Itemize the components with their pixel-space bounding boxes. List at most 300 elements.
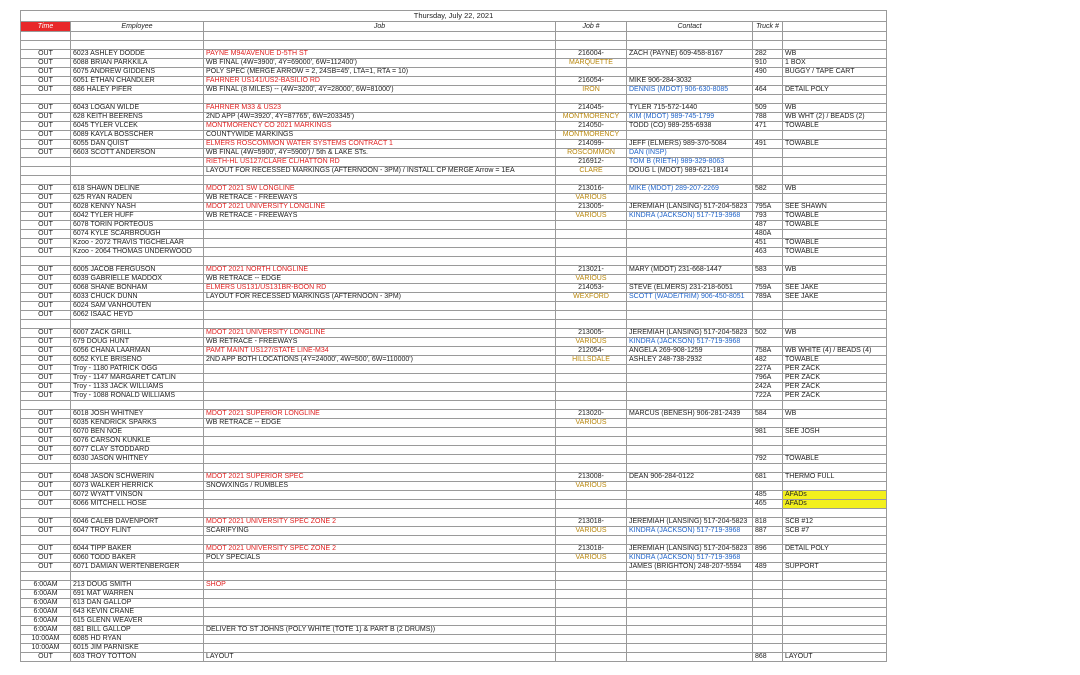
table-row bbox=[21, 392, 887, 401]
contact-cell: KINDRA (JACKSON) 517-719-3968 bbox=[627, 338, 753, 347]
employee-cell: 6047 TROY FLINT bbox=[71, 527, 204, 536]
notes-cell: TOWABLE bbox=[783, 248, 887, 257]
job-cell bbox=[204, 509, 556, 518]
job-cell: WB RETRACE -- EDGE bbox=[204, 419, 556, 428]
truck-cell bbox=[753, 419, 783, 428]
truck-cell bbox=[753, 509, 783, 518]
contact-cell bbox=[627, 590, 753, 599]
job-cell bbox=[204, 446, 556, 455]
truck-cell bbox=[753, 302, 783, 311]
contact-cell: JEREMIAH (LANSING) 517-204-5823 bbox=[627, 518, 753, 527]
notes-cell bbox=[783, 644, 887, 653]
table-row bbox=[21, 194, 887, 203]
time-cell bbox=[21, 176, 71, 185]
contact-cell bbox=[627, 383, 753, 392]
table-row bbox=[21, 158, 887, 167]
table-row bbox=[21, 86, 887, 95]
time-cell bbox=[21, 167, 71, 176]
employee-cell: 686 HALEY PIFER bbox=[71, 86, 204, 95]
truck-cell: 451 bbox=[753, 239, 783, 248]
notes-cell: WB bbox=[783, 185, 887, 194]
table-row bbox=[21, 446, 887, 455]
time-cell: 6:00AM bbox=[21, 581, 71, 590]
time-cell: OUT bbox=[21, 446, 71, 455]
job-cell: LAYOUT FOR RECESSED MARKINGS (AFTERNOON - 3PM) / INSTALL CP MERGE Arrow = 1EA bbox=[204, 167, 556, 176]
job-cell bbox=[204, 374, 556, 383]
employee-cell: 6023 ASHLEY DODDE bbox=[71, 50, 204, 59]
employee-cell: 6060 TODD BAKER bbox=[71, 554, 204, 563]
job-number-cell bbox=[556, 401, 627, 410]
contact-cell bbox=[627, 428, 753, 437]
time-cell: OUT bbox=[21, 203, 71, 212]
time-cell: OUT bbox=[21, 185, 71, 194]
employee-cell: 6015 JIM PARNISKE bbox=[71, 644, 204, 653]
contact-cell: DENNIS (MDOT) 906-630-8085 bbox=[627, 86, 753, 95]
notes-cell bbox=[783, 320, 887, 329]
table-row bbox=[21, 140, 887, 149]
truck-cell bbox=[753, 149, 783, 158]
contact-cell bbox=[627, 257, 753, 266]
job-number-cell bbox=[556, 536, 627, 545]
time-cell bbox=[21, 257, 71, 266]
job-cell: MDOT 2021 UNIVERSITY LONGLINE bbox=[204, 329, 556, 338]
job-cell bbox=[204, 455, 556, 464]
employee-cell bbox=[71, 572, 204, 581]
job-number-cell: 213016- bbox=[556, 185, 627, 194]
job-cell: ELMERS ROSCOMMON WATER SYSTEMS CONTRACT 1 bbox=[204, 140, 556, 149]
table-row bbox=[21, 410, 887, 419]
time-cell: OUT bbox=[21, 437, 71, 446]
truck-cell bbox=[753, 617, 783, 626]
employee-cell bbox=[71, 167, 204, 176]
truck-cell bbox=[753, 167, 783, 176]
job-cell bbox=[204, 401, 556, 410]
job-number-cell: 213008- bbox=[556, 473, 627, 482]
notes-cell bbox=[783, 230, 887, 239]
job-cell: MDOT 2021 NORTH LONGLINE bbox=[204, 266, 556, 275]
table-row bbox=[21, 293, 887, 302]
truck-cell bbox=[753, 131, 783, 140]
notes-cell: 1 BOX bbox=[783, 59, 887, 68]
notes-cell: AFADs bbox=[783, 500, 887, 509]
time-cell: 6:00AM bbox=[21, 608, 71, 617]
job-cell bbox=[204, 428, 556, 437]
contact-cell bbox=[627, 446, 753, 455]
table-row bbox=[21, 356, 887, 365]
notes-cell bbox=[783, 131, 887, 140]
notes-cell: WB bbox=[783, 266, 887, 275]
job-number-cell: VARIOUS bbox=[556, 554, 627, 563]
table-row bbox=[21, 248, 887, 257]
job-number-cell: MARQUETTE bbox=[556, 59, 627, 68]
contact-cell: JAMES (BRIGHTON) 248-207-5594 bbox=[627, 563, 753, 572]
contact-cell bbox=[627, 401, 753, 410]
job-number-cell: 214099- bbox=[556, 140, 627, 149]
employee-cell bbox=[71, 176, 204, 185]
employee-cell bbox=[71, 509, 204, 518]
notes-cell: TOWABLE bbox=[783, 140, 887, 149]
job-cell: MDOT 2021 UNIVERSITY LONGLINE bbox=[204, 203, 556, 212]
employee-cell: 6046 CALEB DAVENPORT bbox=[71, 518, 204, 527]
time-cell: OUT bbox=[21, 293, 71, 302]
notes-cell bbox=[783, 194, 887, 203]
employee-cell: 6048 JASON SCHWERIN bbox=[71, 473, 204, 482]
time-cell: OUT bbox=[21, 365, 71, 374]
job-cell bbox=[204, 320, 556, 329]
table-row bbox=[21, 653, 887, 662]
employee-cell: 618 SHAWN DELINE bbox=[71, 185, 204, 194]
truck-cell: 463 bbox=[753, 248, 783, 257]
job-number-cell bbox=[556, 590, 627, 599]
notes-cell bbox=[783, 554, 887, 563]
contact-cell bbox=[627, 464, 753, 473]
employee-cell: 6062 ISAAC HEYD bbox=[71, 311, 204, 320]
time-cell: OUT bbox=[21, 554, 71, 563]
notes-cell: AFADs bbox=[783, 491, 887, 500]
truck-cell bbox=[753, 311, 783, 320]
job-number-cell bbox=[556, 437, 627, 446]
job-cell: LAYOUT FOR RECESSED MARKINGS (AFTERNOON - 3PM) bbox=[204, 293, 556, 302]
table-row bbox=[21, 554, 887, 563]
employee-cell: 6035 KENDRICK SPARKS bbox=[71, 419, 204, 428]
truck-cell: 793 bbox=[753, 212, 783, 221]
truck-cell bbox=[753, 77, 783, 86]
notes-cell bbox=[783, 167, 887, 176]
contact-cell bbox=[627, 221, 753, 230]
time-cell: 6:00AM bbox=[21, 599, 71, 608]
time-cell: OUT bbox=[21, 500, 71, 509]
employee-cell bbox=[71, 32, 204, 41]
table-row bbox=[21, 68, 887, 77]
contact-cell bbox=[627, 635, 753, 644]
employee-cell bbox=[71, 41, 204, 50]
job-number-cell bbox=[556, 446, 627, 455]
notes-cell bbox=[783, 599, 887, 608]
contact-cell bbox=[627, 320, 753, 329]
job-number-cell bbox=[556, 383, 627, 392]
table-row bbox=[21, 104, 887, 113]
time-cell bbox=[21, 464, 71, 473]
table-row bbox=[21, 527, 887, 536]
job-number-cell bbox=[556, 32, 627, 41]
truck-cell: 681 bbox=[753, 473, 783, 482]
header-contact: Contact bbox=[627, 22, 753, 32]
table-row bbox=[21, 347, 887, 356]
table-row bbox=[21, 545, 887, 554]
table-row bbox=[21, 266, 887, 275]
job-number-cell bbox=[556, 644, 627, 653]
employee-cell: 6007 ZACK GRILL bbox=[71, 329, 204, 338]
time-cell: OUT bbox=[21, 545, 71, 554]
notes-cell bbox=[783, 437, 887, 446]
truck-cell bbox=[753, 320, 783, 329]
truck-cell bbox=[753, 608, 783, 617]
job-cell bbox=[204, 464, 556, 473]
time-cell: OUT bbox=[21, 230, 71, 239]
truck-cell bbox=[753, 437, 783, 446]
table-row bbox=[21, 617, 887, 626]
job-cell: POLY SPEC (MERGE ARROW = 2, 24SB=45', LTA=1, RTA = 10) bbox=[204, 68, 556, 77]
job-cell: MDOT 2021 SW LONGLINE bbox=[204, 185, 556, 194]
time-cell: OUT bbox=[21, 410, 71, 419]
job-cell bbox=[204, 491, 556, 500]
header-notes bbox=[783, 22, 887, 32]
table-row bbox=[21, 77, 887, 86]
employee-cell: 6043 LOGAN WILDE bbox=[71, 104, 204, 113]
contact-cell bbox=[627, 572, 753, 581]
time-cell: OUT bbox=[21, 104, 71, 113]
employee-cell: 6070 BEN NOE bbox=[71, 428, 204, 437]
table-row bbox=[21, 32, 887, 41]
job-cell bbox=[204, 383, 556, 392]
time-cell: OUT bbox=[21, 356, 71, 365]
job-cell: ELMERS US131/US131BR-BOON RD bbox=[204, 284, 556, 293]
job-number-cell: VARIOUS bbox=[556, 419, 627, 428]
notes-cell: TOWABLE bbox=[783, 356, 887, 365]
truck-cell: 485 bbox=[753, 491, 783, 500]
table-row bbox=[21, 185, 887, 194]
job-cell bbox=[204, 176, 556, 185]
notes-cell: THERMO FULL bbox=[783, 473, 887, 482]
schedule-sheet bbox=[20, 10, 886, 662]
time-cell: OUT bbox=[21, 428, 71, 437]
employee-cell: 6044 TIPP BAKER bbox=[71, 545, 204, 554]
job-number-cell bbox=[556, 221, 627, 230]
employee-cell: Troy - 1147 MARGARET CATLIN bbox=[71, 374, 204, 383]
contact-cell bbox=[627, 32, 753, 41]
table-row bbox=[21, 221, 887, 230]
notes-cell bbox=[783, 482, 887, 491]
table-row bbox=[21, 509, 887, 518]
time-cell: OUT bbox=[21, 311, 71, 320]
contact-cell bbox=[627, 68, 753, 77]
time-cell: OUT bbox=[21, 131, 71, 140]
time-cell: OUT bbox=[21, 221, 71, 230]
time-cell bbox=[21, 95, 71, 104]
contact-cell: DAN (INSP) bbox=[627, 149, 753, 158]
truck-cell bbox=[753, 536, 783, 545]
truck-cell: 981 bbox=[753, 428, 783, 437]
time-cell bbox=[21, 509, 71, 518]
contact-cell bbox=[627, 653, 753, 662]
job-number-cell bbox=[556, 248, 627, 257]
time-cell: OUT bbox=[21, 212, 71, 221]
employee-cell: 6045 TYLER VLCEK bbox=[71, 122, 204, 131]
employee-cell bbox=[71, 320, 204, 329]
job-cell bbox=[204, 230, 556, 239]
job-number-cell: 214045- bbox=[556, 104, 627, 113]
notes-cell: PER ZACK bbox=[783, 365, 887, 374]
notes-cell bbox=[783, 257, 887, 266]
job-cell bbox=[204, 563, 556, 572]
table-row bbox=[21, 599, 887, 608]
job-cell bbox=[204, 32, 556, 41]
contact-cell bbox=[627, 491, 753, 500]
table-row bbox=[21, 284, 887, 293]
truck-cell: 465 bbox=[753, 500, 783, 509]
truck-cell: 795A bbox=[753, 203, 783, 212]
job-cell bbox=[204, 572, 556, 581]
contact-cell bbox=[627, 194, 753, 203]
header-job-number: Job # bbox=[556, 22, 627, 32]
notes-cell: SEE JAKE bbox=[783, 293, 887, 302]
contact-cell: JEREMIAH (LANSING) 517-204-5823 bbox=[627, 203, 753, 212]
job-cell: FAHRNER US141/US2-BASILIO RD bbox=[204, 77, 556, 86]
time-cell: OUT bbox=[21, 50, 71, 59]
time-cell: 10:00AM bbox=[21, 644, 71, 653]
job-number-cell: 213005- bbox=[556, 203, 627, 212]
truck-cell bbox=[753, 464, 783, 473]
contact-cell bbox=[627, 275, 753, 284]
job-cell: MDOT 2021 SUPERIOR SPEC bbox=[204, 473, 556, 482]
job-cell: RIETH-HL US127/CLARE CL/HATTON RD bbox=[204, 158, 556, 167]
table-row bbox=[21, 212, 887, 221]
employee-cell: 6005 JACOB FERGUSON bbox=[71, 266, 204, 275]
table-row bbox=[21, 95, 887, 104]
truck-cell bbox=[753, 554, 783, 563]
table-row bbox=[21, 275, 887, 284]
contact-cell: MARY (MDOT) 231-668-1447 bbox=[627, 266, 753, 275]
contact-cell bbox=[627, 374, 753, 383]
job-cell: COUNTYWIDE MARKINGS bbox=[204, 131, 556, 140]
job-number-cell bbox=[556, 428, 627, 437]
table-row bbox=[21, 473, 887, 482]
job-cell: SCARIFYING bbox=[204, 527, 556, 536]
time-cell: OUT bbox=[21, 392, 71, 401]
employee-cell: 6077 CLAY STODDARD bbox=[71, 446, 204, 455]
job-cell bbox=[204, 536, 556, 545]
job-number-cell bbox=[556, 374, 627, 383]
notes-cell: SUPPORT bbox=[783, 563, 887, 572]
truck-cell: 482 bbox=[753, 356, 783, 365]
truck-cell: 789A bbox=[753, 293, 783, 302]
job-number-cell: MONTMORENCY bbox=[556, 113, 627, 122]
job-number-cell bbox=[556, 239, 627, 248]
job-number-cell bbox=[556, 257, 627, 266]
time-cell: OUT bbox=[21, 302, 71, 311]
truck-cell: 490 bbox=[753, 68, 783, 77]
job-number-cell: 216912- bbox=[556, 158, 627, 167]
time-cell: OUT bbox=[21, 140, 71, 149]
employee-cell: 6055 DAN QUIST bbox=[71, 140, 204, 149]
time-cell: OUT bbox=[21, 149, 71, 158]
contact-cell bbox=[627, 482, 753, 491]
notes-cell bbox=[783, 590, 887, 599]
table-row bbox=[21, 644, 887, 653]
notes-cell: LAYOUT bbox=[783, 653, 887, 662]
table-row bbox=[21, 122, 887, 131]
table-row bbox=[21, 311, 887, 320]
job-number-cell: VARIOUS bbox=[556, 275, 627, 284]
table-row bbox=[21, 50, 887, 59]
notes-cell: WB bbox=[783, 410, 887, 419]
job-number-cell bbox=[556, 653, 627, 662]
notes-cell bbox=[783, 446, 887, 455]
notes-cell: PER ZACK bbox=[783, 392, 887, 401]
truck-cell: 818 bbox=[753, 518, 783, 527]
job-cell bbox=[204, 365, 556, 374]
job-number-cell: IRON bbox=[556, 86, 627, 95]
truck-cell bbox=[753, 338, 783, 347]
truck-cell: 584 bbox=[753, 410, 783, 419]
contact-cell bbox=[627, 644, 753, 653]
table-row bbox=[21, 518, 887, 527]
truck-cell: 896 bbox=[753, 545, 783, 554]
time-cell: 6:00AM bbox=[21, 590, 71, 599]
employee-cell: 6078 TORIN PORTEOUS bbox=[71, 221, 204, 230]
job-number-cell: 213005- bbox=[556, 329, 627, 338]
job-number-cell: VARIOUS bbox=[556, 212, 627, 221]
employee-cell: 6085 HD RYAN bbox=[71, 635, 204, 644]
contact-cell bbox=[627, 131, 753, 140]
truck-cell bbox=[753, 581, 783, 590]
time-cell bbox=[21, 536, 71, 545]
time-cell: OUT bbox=[21, 239, 71, 248]
time-cell: OUT bbox=[21, 491, 71, 500]
job-cell: DELIVER TO ST JOHNS (POLY WHITE (TOTE 1) & PART B (2 DRUMS)) bbox=[204, 626, 556, 635]
employee-cell: 643 KEVIN CRANE bbox=[71, 608, 204, 617]
contact-cell: JEREMIAH (LANSING) 517-204-5823 bbox=[627, 329, 753, 338]
truck-cell: 242A bbox=[753, 383, 783, 392]
notes-cell: TOWABLE bbox=[783, 122, 887, 131]
contact-cell bbox=[627, 608, 753, 617]
job-cell bbox=[204, 635, 556, 644]
notes-cell bbox=[783, 509, 887, 518]
contact-cell: TYLER 715-572-1440 bbox=[627, 104, 753, 113]
job-number-cell: 214050- bbox=[556, 122, 627, 131]
contact-cell bbox=[627, 176, 753, 185]
job-number-cell bbox=[556, 365, 627, 374]
contact-cell: STEVE (ELMERS) 231-218-6051 bbox=[627, 284, 753, 293]
contact-cell bbox=[627, 599, 753, 608]
job-number-cell bbox=[556, 320, 627, 329]
employee-cell: 6089 KAYLA BOSSCHER bbox=[71, 131, 204, 140]
truck-cell: 583 bbox=[753, 266, 783, 275]
table-row bbox=[21, 437, 887, 446]
job-cell: WB RETRACE - FREEWAYS bbox=[204, 338, 556, 347]
time-cell: OUT bbox=[21, 113, 71, 122]
contact-cell bbox=[627, 230, 753, 239]
employee-cell: Kzoo - 2072 TRAVIS TIGCHELAAR bbox=[71, 239, 204, 248]
time-cell bbox=[21, 401, 71, 410]
contact-cell bbox=[627, 302, 753, 311]
job-number-cell bbox=[556, 464, 627, 473]
truck-cell: 464 bbox=[753, 86, 783, 95]
time-cell: OUT bbox=[21, 248, 71, 257]
header-job: Job bbox=[204, 22, 556, 32]
employee-cell: 679 DOUG HUNT bbox=[71, 338, 204, 347]
time-cell: OUT bbox=[21, 86, 71, 95]
job-number-cell: CLARE bbox=[556, 167, 627, 176]
job-cell: MDOT 2021 UNIVERSITY SPEC ZONE 2 bbox=[204, 545, 556, 554]
contact-cell bbox=[627, 617, 753, 626]
contact-cell bbox=[627, 59, 753, 68]
contact-cell bbox=[627, 239, 753, 248]
notes-cell: PER ZACK bbox=[783, 383, 887, 392]
contact-cell: ZACH (PAYNE) 609-458-8167 bbox=[627, 50, 753, 59]
time-cell: OUT bbox=[21, 653, 71, 662]
table-row bbox=[21, 320, 887, 329]
job-number-cell bbox=[556, 68, 627, 77]
contact-cell bbox=[627, 248, 753, 257]
job-number-cell bbox=[556, 302, 627, 311]
notes-cell bbox=[783, 176, 887, 185]
job-number-cell bbox=[556, 311, 627, 320]
time-cell: OUT bbox=[21, 194, 71, 203]
employee-cell: 681 BILL GALLOP bbox=[71, 626, 204, 635]
truck-cell: 509 bbox=[753, 104, 783, 113]
header-time: Time bbox=[21, 22, 71, 32]
